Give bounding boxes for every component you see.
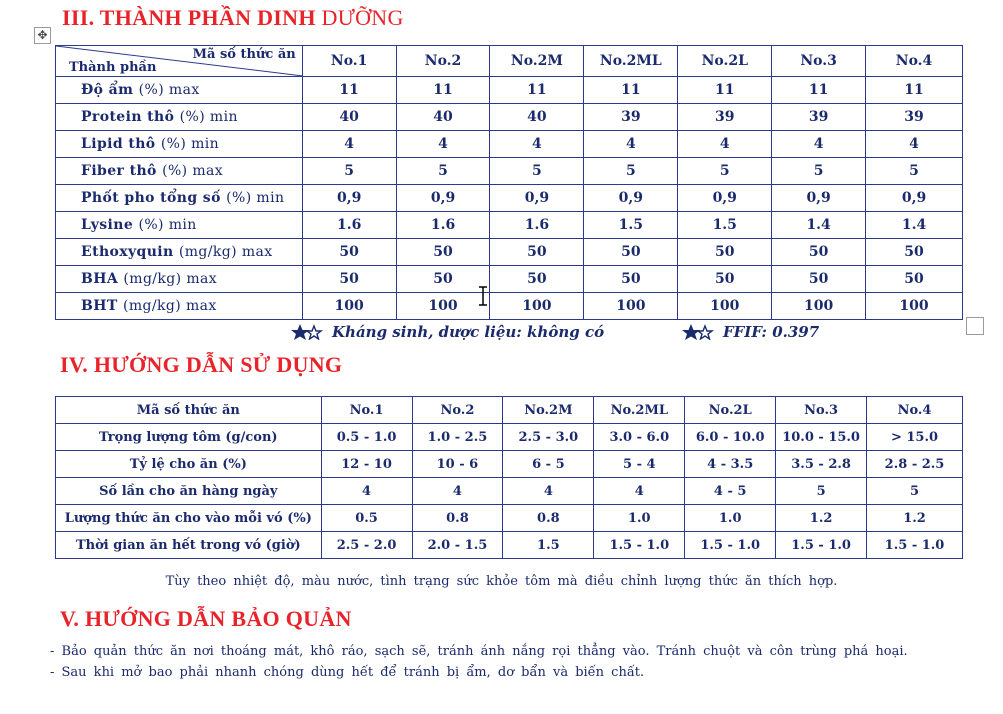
star-icon — [290, 324, 326, 344]
table-cell: 4 — [321, 478, 412, 505]
table-cell: 4 — [396, 131, 490, 158]
table-cell: 39 — [678, 104, 772, 131]
table-cell: 100 — [396, 293, 490, 320]
table-cell: 11 — [866, 77, 963, 104]
table-cell: 0,9 — [302, 185, 396, 212]
row-header: Trọng lượng tôm (g/con) — [56, 424, 322, 451]
table-cell: 100 — [866, 293, 963, 320]
table-cell: 50 — [490, 266, 584, 293]
row-header: Tỷ lệ cho ăn (%) — [56, 451, 322, 478]
table-resize-icon[interactable] — [966, 317, 984, 335]
table-row — [56, 266, 963, 293]
column-header: No.1 — [321, 397, 412, 424]
nutrition-header-row — [56, 46, 963, 77]
nutrient-unit: (%) min — [226, 190, 285, 206]
column-header: No.1 — [302, 46, 396, 77]
table-cell: 40 — [490, 104, 584, 131]
table-cell: 4 — [302, 131, 396, 158]
header-label-cell: Mã số thức ăn — [56, 397, 322, 424]
column-header: No.2L — [685, 397, 776, 424]
nutrient-unit: (%) max — [138, 82, 200, 98]
table-row — [56, 532, 963, 559]
nutrient-name: Độ ẩm — [81, 82, 134, 98]
nutrient-name: Lipid thô — [81, 136, 156, 152]
table-cell: 5 - 4 — [594, 451, 685, 478]
table-cell: 1.2 — [776, 505, 867, 532]
antibiotics-text: Kháng sinh, dược liệu: không có — [332, 323, 605, 341]
table-cell: 50 — [678, 266, 772, 293]
usage-table — [55, 396, 963, 559]
table-cell: 100 — [678, 293, 772, 320]
table-cell: 50 — [772, 266, 866, 293]
table-cell: 50 — [584, 239, 678, 266]
table-cell: 1.4 — [772, 212, 866, 239]
nutrient-unit: (mg/kg) max — [123, 271, 218, 287]
table-cell: 50 — [396, 266, 490, 293]
table-cell: 4 — [594, 478, 685, 505]
table-cell: 50 — [772, 239, 866, 266]
nutrient-name: Phốt pho tổng số — [81, 190, 221, 206]
table-cell: 1.5 - 1.0 — [594, 532, 685, 559]
column-header: No.2M — [503, 397, 594, 424]
table-cell: 50 — [302, 239, 396, 266]
nutrient-unit: (%) max — [162, 163, 224, 179]
row-header — [56, 77, 303, 104]
nutrient-name: Protein thô — [81, 109, 175, 125]
section-4-title: IV. HƯỚNG DẪN SỬ DỤNG — [60, 352, 343, 377]
table-cell: 5 — [396, 158, 490, 185]
column-header: No.3 — [776, 397, 867, 424]
table-row — [56, 239, 963, 266]
table-cell: 2.0 - 1.5 — [412, 532, 503, 559]
table-cell: 1.0 — [594, 505, 685, 532]
table-cell: 2.5 - 3.0 — [503, 424, 594, 451]
table-cell: > 15.0 — [867, 424, 963, 451]
table-cell: 100 — [584, 293, 678, 320]
table-cell: 4 — [678, 131, 772, 158]
table-cell: 39 — [772, 104, 866, 131]
table-cell: 1.6 — [490, 212, 584, 239]
antibiotics-note — [290, 323, 604, 344]
column-header: No.2M — [490, 46, 584, 77]
usage-header-row — [56, 397, 963, 424]
table-cell: 4 — [490, 131, 584, 158]
table-row — [56, 478, 963, 505]
table-cell: 6.0 - 10.0 — [685, 424, 776, 451]
header-corner-cell — [56, 46, 303, 77]
table-cell: 11 — [772, 77, 866, 104]
nutrient-unit: (%) min — [179, 109, 238, 125]
table-cell: 1.5 — [678, 212, 772, 239]
table-cell: 5 — [866, 158, 963, 185]
table-cell: 4 — [503, 478, 594, 505]
nutrient-name: BHT — [81, 298, 118, 314]
table-cell: 5 — [678, 158, 772, 185]
table-cell: 1.5 — [503, 532, 594, 559]
column-header: No.3 — [772, 46, 866, 77]
table-row — [56, 505, 963, 532]
column-header: No.2 — [412, 397, 503, 424]
table-cell: 0.5 - 1.0 — [321, 424, 412, 451]
table-row — [56, 293, 963, 320]
row-header — [56, 104, 303, 131]
table-move-handle-icon[interactable]: ✥ — [34, 27, 51, 44]
table-cell: 5 — [584, 158, 678, 185]
nutrient-unit: (mg/kg) max — [122, 298, 217, 314]
table-row — [56, 424, 963, 451]
table-row — [56, 77, 963, 104]
table-cell: 1.0 — [685, 505, 776, 532]
section-3-title — [62, 5, 404, 31]
row-header — [56, 158, 303, 185]
column-header: No.2ML — [584, 46, 678, 77]
table-row — [56, 185, 963, 212]
text-cursor-icon — [478, 286, 488, 310]
table-cell: 12 - 10 — [321, 451, 412, 478]
nutrient-unit: (mg/kg) max — [178, 244, 273, 260]
table-cell: 50 — [866, 239, 963, 266]
table-row — [56, 158, 963, 185]
table-cell: 4 - 3.5 — [685, 451, 776, 478]
section-3-title-rest: DƯỠNG — [315, 5, 404, 30]
table-cell: 11 — [584, 77, 678, 104]
nutrient-name: Fiber thô — [81, 163, 157, 179]
nutrient-name: Lysine — [81, 217, 134, 233]
table-cell: 5 — [867, 478, 963, 505]
table-cell: 1.6 — [396, 212, 490, 239]
table-cell: 100 — [772, 293, 866, 320]
table-row — [56, 451, 963, 478]
nutrient-name: Ethoxyquin — [81, 244, 174, 260]
table-cell: 1.5 - 1.0 — [776, 532, 867, 559]
table-cell: 40 — [396, 104, 490, 131]
row-header — [56, 131, 303, 158]
table-cell: 5 — [772, 158, 866, 185]
table-cell: 50 — [302, 266, 396, 293]
table-cell: 11 — [678, 77, 772, 104]
table-cell: 4 — [584, 131, 678, 158]
table-cell: 50 — [678, 239, 772, 266]
nutrient-unit: (%) min — [138, 217, 197, 233]
ffif-note — [681, 323, 819, 344]
table-cell: 0.8 — [412, 505, 503, 532]
row-header: Thời gian ăn hết trong vó (giờ) — [56, 532, 322, 559]
table-cell: 4 — [866, 131, 963, 158]
table-cell: 0,9 — [866, 185, 963, 212]
table-cell: 3.0 - 6.0 — [594, 424, 685, 451]
table-cell: 50 — [396, 239, 490, 266]
table-cell: 100 — [302, 293, 396, 320]
table-cell: 0,9 — [584, 185, 678, 212]
table-row — [56, 212, 963, 239]
table-cell: 4 — [412, 478, 503, 505]
table-cell: 0,9 — [396, 185, 490, 212]
nutrient-name: BHA — [81, 271, 119, 287]
table-cell: 1.5 - 1.0 — [867, 532, 963, 559]
corner-top-label: Mã số thức ăn — [192, 47, 296, 62]
table-cell: 1.4 — [866, 212, 963, 239]
table-row — [56, 131, 963, 158]
row-header: Lượng thức ăn cho vào mỗi vó (%) — [56, 505, 322, 532]
table-cell: 39 — [584, 104, 678, 131]
row-header — [56, 239, 303, 266]
table-cell: 6 - 5 — [503, 451, 594, 478]
row-header — [56, 185, 303, 212]
table-cell: 50 — [866, 266, 963, 293]
usage-note: Tùy theo nhiệt độ, màu nước, tình trạng sức khỏe tôm mà điều chỉnh lượng thức ăn thích hợp. — [165, 574, 838, 589]
ffif-text: FFIF: 0.397 — [723, 323, 820, 341]
row-header — [56, 212, 303, 239]
table-cell: 0.8 — [503, 505, 594, 532]
column-header: No.2 — [396, 46, 490, 77]
row-header — [56, 293, 303, 320]
nutrition-table — [55, 45, 963, 320]
table-cell: 100 — [490, 293, 584, 320]
row-header: Số lần cho ăn hàng ngày — [56, 478, 322, 505]
column-header: No.4 — [866, 46, 963, 77]
table-cell: 5 — [302, 158, 396, 185]
row-header — [56, 266, 303, 293]
table-cell: 10 - 6 — [412, 451, 503, 478]
star-icon — [681, 324, 717, 344]
table-cell: 1.5 - 1.0 — [685, 532, 776, 559]
table-cell: 0,9 — [678, 185, 772, 212]
section-3-title-bold: III. THÀNH PHẦN DINH — [62, 5, 316, 30]
storage-bullet-2: - Sau khi mở bao phải nhanh chóng dùng hết để tránh bị ẩm, dơ bẩn và biến chất. — [50, 665, 645, 680]
table-cell: 1.0 - 2.5 — [412, 424, 503, 451]
corner-bottom-label: Thành phần — [69, 60, 157, 75]
table-cell: 50 — [584, 266, 678, 293]
table-cell: 2.8 - 2.5 — [867, 451, 963, 478]
table-cell: 0,9 — [772, 185, 866, 212]
table-cell: 50 — [490, 239, 584, 266]
section-5-title: V. HƯỚNG DẪN BẢO QUẢN — [60, 606, 352, 631]
nutrient-unit: (%) min — [160, 136, 220, 152]
column-header: No.4 — [867, 397, 963, 424]
table-cell: 39 — [866, 104, 963, 131]
table-row — [56, 104, 963, 131]
table-cell: 4 — [772, 131, 866, 158]
table-cell: 1.2 — [867, 505, 963, 532]
table-cell: 40 — [302, 104, 396, 131]
table-cell: 0,9 — [490, 185, 584, 212]
table-cell: 5 — [776, 478, 867, 505]
storage-bullet-1: - Bảo quản thức ăn nơi thoáng mát, khô ráo, sạch sẽ, tránh ánh nắng rọi thẳng vào. Tránh chuột và côn trùng phá hoại. — [50, 644, 908, 659]
table-cell: 11 — [302, 77, 396, 104]
table-cell: 11 — [490, 77, 584, 104]
table-cell: 11 — [396, 77, 490, 104]
table-cell: 4 - 5 — [685, 478, 776, 505]
column-header: No.2L — [678, 46, 772, 77]
table-cell: 1.6 — [302, 212, 396, 239]
table-cell: 0.5 — [321, 505, 412, 532]
table-cell: 2.5 - 2.0 — [321, 532, 412, 559]
table-cell: 1.5 — [584, 212, 678, 239]
column-header: No.2ML — [594, 397, 685, 424]
table-cell: 10.0 - 15.0 — [776, 424, 867, 451]
table-cell: 5 — [490, 158, 584, 185]
table-cell: 3.5 - 2.8 — [776, 451, 867, 478]
